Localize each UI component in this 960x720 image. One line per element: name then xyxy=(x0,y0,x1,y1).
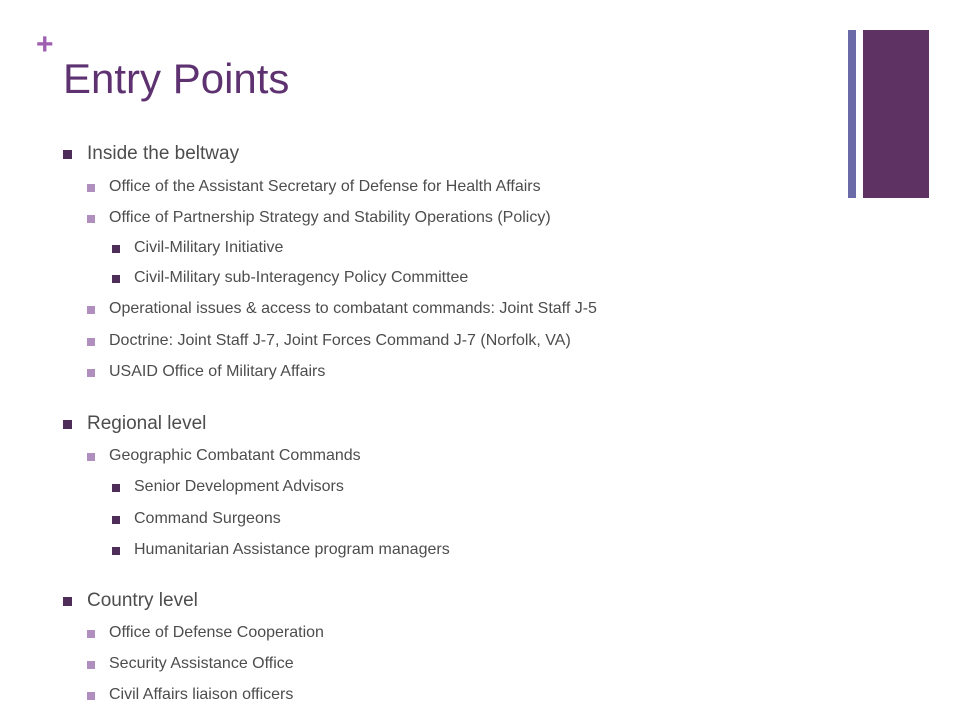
square-bullet-icon xyxy=(87,692,95,700)
list-item xyxy=(134,510,281,528)
list-item-label: Humanitarian Assistance program managers xyxy=(134,541,450,558)
list-item-label: USAID Office of Military Affairs xyxy=(109,363,326,380)
list-item xyxy=(109,447,361,465)
square-bullet-icon xyxy=(112,484,120,492)
list-item-label: Office of Partnership Strategy and Stability Operations (Policy) xyxy=(109,209,551,226)
square-bullet-icon xyxy=(87,453,95,461)
square-bullet-icon xyxy=(87,661,95,669)
square-bullet-icon xyxy=(87,630,95,638)
section-heading-inside-beltway xyxy=(87,143,239,165)
list-item-label: Geographic Combatant Commands xyxy=(109,447,361,464)
square-bullet-icon xyxy=(112,516,120,524)
list-item-label: Civil-Military sub-Interagency Policy Committee xyxy=(134,269,469,286)
square-bullet-icon xyxy=(87,338,95,346)
list-item-label: Doctrine: Joint Staff J-7, Joint Forces Command J-7 (Norfolk, VA) xyxy=(109,332,571,349)
slide-title: Entry Points xyxy=(63,55,290,102)
square-bullet-icon xyxy=(112,275,120,283)
square-bullet-icon xyxy=(87,184,95,192)
list-item xyxy=(109,209,551,227)
square-bullet-icon xyxy=(87,215,95,223)
list-item xyxy=(109,332,571,350)
square-bullet-icon xyxy=(87,306,95,314)
section-label: Regional level xyxy=(87,413,207,434)
list-item xyxy=(109,363,325,381)
list-item-label: Security Assistance Office xyxy=(109,655,294,672)
list-item-label: Operational issues & access to combatant commands: Joint Staff J-5 xyxy=(109,300,597,317)
square-bullet-icon xyxy=(63,150,72,159)
list-item-label: Office of Defense Cooperation xyxy=(109,624,324,641)
square-bullet-icon xyxy=(63,597,72,606)
square-bullet-icon xyxy=(112,547,120,555)
list-item-label: Senior Development Advisors xyxy=(134,478,344,495)
list-item xyxy=(134,541,450,559)
list-item-label: Office of the Assistant Secretary of Defense for Health Affairs xyxy=(109,178,541,195)
list-item-label: Civil Affairs liaison officers xyxy=(109,686,294,703)
square-bullet-icon xyxy=(112,245,120,253)
list-item xyxy=(134,269,468,287)
square-bullet-icon xyxy=(63,420,72,429)
list-item xyxy=(109,300,597,318)
section-label: Inside the beltway xyxy=(87,143,240,164)
list-item xyxy=(134,239,283,257)
section-heading-country-level xyxy=(87,590,198,612)
list-item-label: Command Surgeons xyxy=(134,510,281,527)
list-item xyxy=(109,655,294,673)
list-item xyxy=(134,478,344,496)
plus-mark: + xyxy=(36,28,54,61)
section-label: Country level xyxy=(87,590,198,611)
list-item xyxy=(109,686,293,704)
list-item-label: Civil-Military Initiative xyxy=(134,239,284,256)
list-item xyxy=(109,178,541,196)
list-item xyxy=(109,624,324,642)
square-bullet-icon xyxy=(87,369,95,377)
section-heading-regional-level xyxy=(87,413,206,435)
